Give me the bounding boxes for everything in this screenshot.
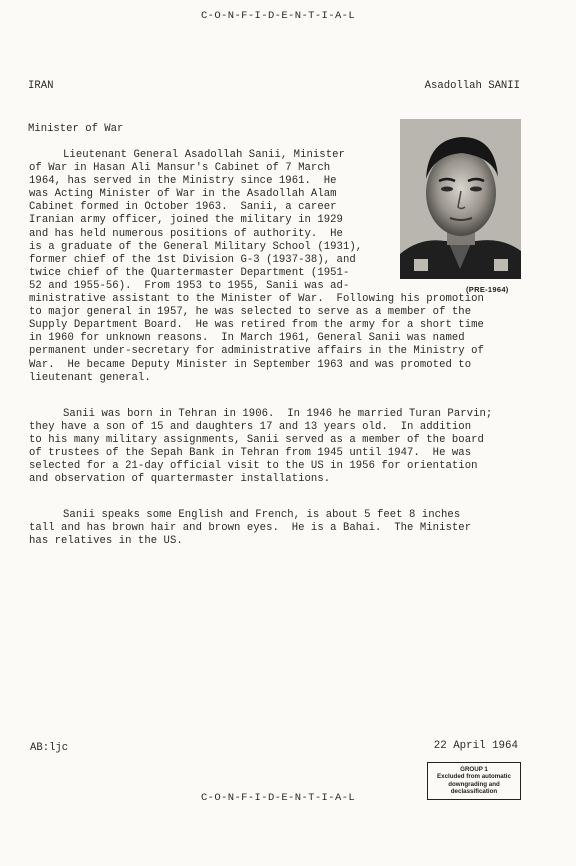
text-line: Supply Department Board. He was retired from the army for a short time <box>29 319 484 332</box>
text-line: of trustees of the Sepah Bank in Tehran from 1945 until 1947. He was <box>29 447 472 460</box>
text-line: Iranian army officer, joined the military in 1929 <box>29 214 343 227</box>
text-line: Lieutenant General Asadollah Sanii, Minister <box>63 149 345 161</box>
text-line: and has held numerous positions of authority. He <box>29 227 343 240</box>
text-line: 52 and 1955-56). From 1953 to 1955, Sanii was ad- <box>29 279 350 292</box>
group-box-line: Excluded from automatic <box>437 773 511 781</box>
classification-top: C-O-N-F-I-D-E-N-T-I-A-L <box>200 10 356 22</box>
group-box-line: GROUP 1 <box>460 766 488 773</box>
text-line: was Acting Minister of War in the Asadollah Alam <box>29 188 337 201</box>
text-line: to his many military assignments, Sanii served as a member of the board <box>29 434 484 447</box>
text-line: Sanii was born in Tehran in 1906. In 1946 he married Turan Parvin; <box>63 408 493 420</box>
text-line: is a graduate of the General Military School (1931), <box>29 240 363 253</box>
document-date: 22 April 1964 <box>433 740 518 752</box>
text-line: permanent under-secretary for administrative affairs in the Ministry of <box>29 345 484 358</box>
text-line: twice chief of the Quartermaster Department (1951- <box>29 266 350 279</box>
biography-paragraph-3 <box>29 509 559 548</box>
typist-initials: AB:ljc <box>30 742 69 754</box>
country-label: IRAN <box>28 80 54 92</box>
text-line: to major general in 1957, he was selected to serve as a member of the <box>29 306 472 319</box>
position-title: Minister of War <box>28 123 124 135</box>
group-box-line: downgrading and <box>448 780 500 788</box>
text-line: they have a son of 15 and daughters 17 and 13 years old. In addition <box>29 421 472 434</box>
text-line: in 1960 for unknown reasons. In March 1961, General Sanii was named <box>29 332 465 345</box>
classification-bottom: C-O-N-F-I-D-E-N-T-I-A-L <box>200 792 356 804</box>
text-line: Sanii speaks some English and French, is about 5 feet 8 inches <box>63 509 461 521</box>
text-line: War. He became Deputy Minister in September 1963 and was promoted to <box>29 358 472 371</box>
text-line: has relatives in the US. <box>29 535 183 548</box>
text-line: Cabinet formed in October 1963. Sanii, a career <box>29 201 337 214</box>
subject-name: Asadollah SANII <box>424 80 520 92</box>
text-line: ministrative assistant to the Minister of War. Following his promotion <box>29 293 484 306</box>
text-line: lieutenant general. <box>29 371 151 384</box>
group-box-line: declassification <box>450 788 498 796</box>
text-line: selected for a 21-day official visit to the US in 1956 for orientation <box>29 460 478 473</box>
text-line: and observation of quartermaster installations. <box>29 473 331 486</box>
biography-paragraph-2 <box>29 408 559 487</box>
biography-paragraph-1 <box>29 149 559 385</box>
text-line: of War in Hasan Ali Mansur's Cabinet of 7 March <box>29 162 331 175</box>
text-line: former chief of the 1st Division G-3 (1937-38), and <box>29 253 356 266</box>
photo-caption: (PRE-1964) <box>466 285 509 294</box>
text-line: 1964, has served in the Ministry since 1961. He <box>29 175 337 188</box>
text-line: tall and has brown hair and brown eyes. He is a Bahai. The Minister <box>29 522 472 535</box>
